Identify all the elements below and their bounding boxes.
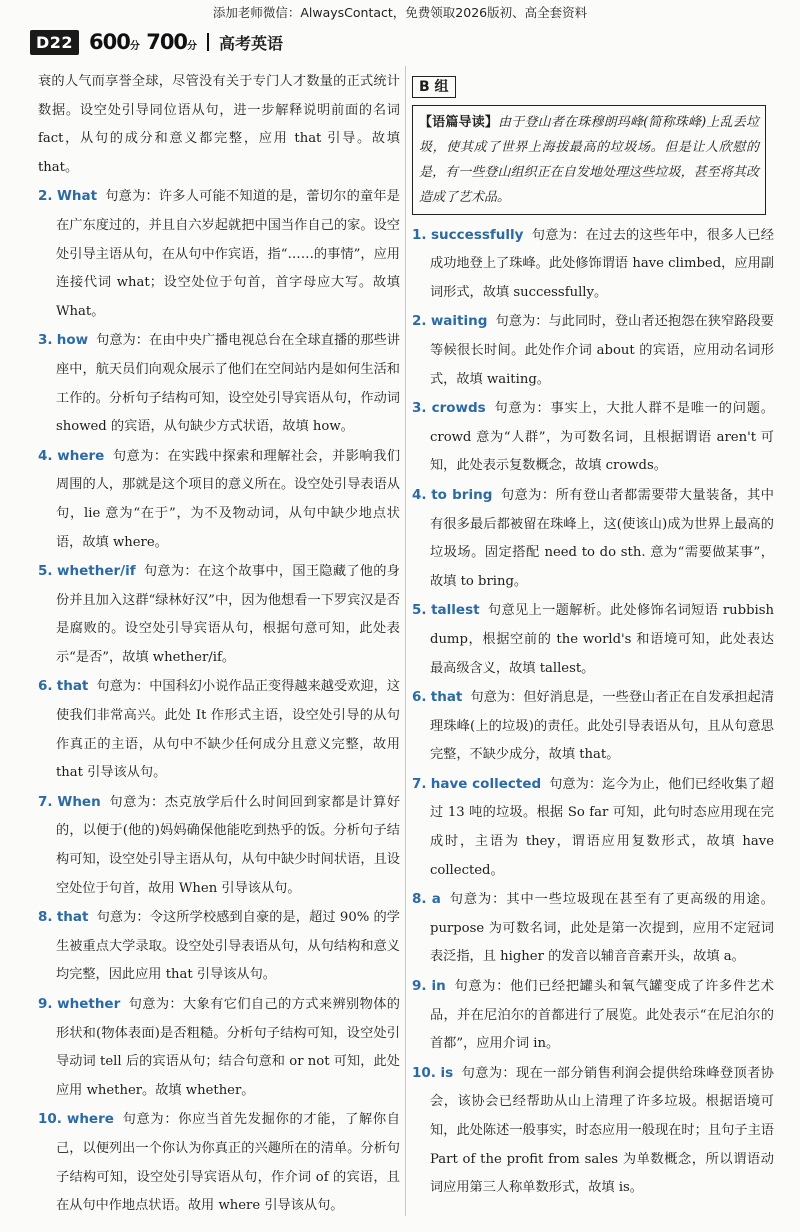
page-header <box>30 22 770 62</box>
answer-number: 2. <box>38 188 53 205</box>
answer-word: successfully <box>431 226 524 243</box>
brand-score-b: 700 <box>146 30 188 54</box>
answer-number: 10. <box>412 1064 436 1081</box>
answer-word: that <box>56 678 89 695</box>
answer-item <box>38 557 400 672</box>
answer-number: 4. <box>412 486 427 503</box>
answer-item <box>412 596 774 683</box>
answer-word: to bring <box>431 486 493 503</box>
answer-explanation: 句意为：许多人可能不知道的是，蕾切尔的童年是在广东度过的，并且自六岁起就把中国当作自己的家。设空处引导主语从句，在从句中作宾语，指“……的事情”，应用连接代词 what；设空处位于句首，首字母应大写。故填 What。 <box>56 189 400 319</box>
answer-item <box>38 788 400 903</box>
answer-word: have collected <box>430 775 542 792</box>
answer-number: 5. <box>412 602 427 619</box>
answer-number: 9. <box>412 978 427 995</box>
answer-number: 3. <box>38 332 53 349</box>
reading-guide-box <box>412 105 766 215</box>
answer-explanation: 句意为：在过去的这些年中，很多人已经成功地登上了珠峰。此处修饰谓语 have climbed，应用副词形式，故填 successfully。 <box>430 227 774 300</box>
answer-word: that <box>56 909 89 926</box>
right-column <box>412 68 774 1203</box>
answer-number: 10. <box>38 1111 62 1128</box>
answer-explanation: 句意为：令这所学校感到自豪的是，超过 90% 的学生被重点大学录取。设空处引导表语从句，从句结构和意义均完整，因此应用 that 引导该从句。 <box>56 910 400 983</box>
answer-explanation: 句意为：所有登山者都需要带大量装备，其中有很多最后都被留在珠峰上，这(使该山)成为世界上最高的垃圾场。固定搭配 need to do sth. 意为“需要做某事”，故填 to bring。 <box>430 487 774 589</box>
brand-score-b-unit: 分 <box>187 41 198 52</box>
reading-guide-text: 由于登山者在珠穆朗玛峰(简称珠峰)上乱丢垃圾，使其成了世界上海拔最高的垃圾场。但是让人欣慰的是，有一些登山组织正在自发地处理这些垃圾，甚至将其改造成了艺术品。 <box>419 114 759 205</box>
answer-number: 5. <box>38 563 53 580</box>
answer-word: What <box>56 188 98 205</box>
answer-explanation: 句意为：在这个故事中，国王隐藏了他的身份并且加入这群“绿林好汉”中，因为他想看一下罗宾汉是否是腐败的。设空处引导宾语从句，根据句意可知，此处表示“是否”，故填 whether/if。 <box>56 564 400 665</box>
answer-item <box>412 885 774 972</box>
header-divider <box>207 33 209 51</box>
answer-number: 1. <box>412 226 427 243</box>
answer-word: in <box>431 978 446 995</box>
answer-number: 7. <box>38 793 53 810</box>
answer-number: 6. <box>38 678 53 695</box>
answer-item <box>38 903 400 990</box>
subject-title: 高考英语 <box>219 33 284 53</box>
answer-explanation: 句意为：杰克放学后什么时间回到家都是计算好的，以便于(他的)妈妈确保他能吃到热乎的饭。分析句子结构可知，设空处引导主语从句，从句中缺少时间状语，且设空处位于句首，故用 When 引导该从句。 <box>56 794 401 896</box>
answer-item <box>412 1059 774 1203</box>
answer-explanation: 句意见上一题解析。此处修饰名词短语 rubbish dump，根据空前的 the world's 和语境可知，此处表达最高级含义，故填 tallest。 <box>430 603 774 676</box>
answer-item <box>38 326 400 441</box>
top-banner-note: 添加老师微信：AlwaysContact，免费领取2026版初、高全套资料 <box>212 5 588 20</box>
right-answer-list <box>412 221 774 1203</box>
page-badge: D22 <box>30 30 79 55</box>
answer-explanation: 句意为：与此同时，登山者还抱怨在狭窄路段要等候很长时间。此处作介词 about 的宾语，应用动名词形式，故填 waiting。 <box>430 314 774 387</box>
answer-word: When <box>57 793 101 810</box>
answer-item <box>412 307 774 394</box>
answer-number: 9. <box>38 996 53 1012</box>
answer-word: waiting <box>430 313 488 330</box>
answer-item <box>38 672 400 787</box>
answer-number: 8. <box>412 891 427 908</box>
left-answer-list <box>38 182 400 1220</box>
answer-number: 7. <box>412 775 427 792</box>
brand-score-a: 600 <box>89 30 130 54</box>
answer-item <box>412 481 774 596</box>
answer-number: 2. <box>412 313 427 330</box>
answer-word: where <box>66 1111 114 1128</box>
answer-item <box>38 182 400 326</box>
answer-explanation: 句意为：事实上，大批人群不是唯一的问题。crowd 意为“人群”，为可数名词，且根据谓语 aren't 可知，此处表示复数概念，故填 crowds。 <box>430 401 774 474</box>
answer-item <box>38 442 400 557</box>
answer-explanation: 句意为：迄今为止，他们已经收集了超过 13 吨的垃圾。根据 So far 可知，此句时态应用现在完成时，主语为 they，谓语应用复数形式，故填 have collected。 <box>430 776 774 878</box>
answer-explanation: 句意为：大象有它们自己的方式来辨别物体的形状和(物体表面)是否粗糙。分析句子结构可知，设空处引导动词 tell 后的宾语从句；结合句意和 or not 可知，此处应用 whether。故填 whether。 <box>56 997 400 1098</box>
answer-item <box>38 1105 400 1220</box>
answer-word: where <box>57 447 105 464</box>
answer-word: is <box>440 1064 454 1081</box>
reading-guide-label: 【语篇导读】 <box>419 114 499 130</box>
answer-item <box>412 972 774 1059</box>
answer-number: 4. <box>38 447 53 464</box>
continued-paragraph: 衰的人气而享誉全球，尽管没有关于专门人才数量的正式统计数据。设空处引导同位语从句，进一步解释说明前面的名词 fact，从句的成分和意义都完整，应用 that 引导。故填 that。 <box>38 74 400 175</box>
answer-explanation: 句意为：在由中央广播电视总台在全球直播的那些讲座中，航天员们向观众展示了他们在空间站内是如何生活和工作的。分析句子结构可知，设空处引导宾语从句，作动词 showed 的宾语，从句缺少方式状语，故填 how。 <box>56 333 400 435</box>
left-column <box>38 68 400 1221</box>
answer-word: whether/if <box>57 563 136 580</box>
group-label: B 组 <box>412 76 456 98</box>
answer-item <box>38 990 400 1105</box>
answer-number: 3. <box>412 400 427 417</box>
answer-explanation: 句意为：你应当首先发掘你的才能，了解你自己，以便列出一个你认为你真正的兴趣所在的清单。分析句子结构可知，设空处引导宾语从句，作介词 of 的宾语，且在从句中作地点状语。故用 where 引导该从句。 <box>56 1112 400 1214</box>
column-divider <box>405 66 406 1216</box>
answer-number: 6. <box>412 689 427 706</box>
answer-word: a <box>431 891 441 908</box>
brand-score-a-unit: 分 <box>129 41 140 52</box>
answer-item <box>412 770 774 885</box>
answer-word: that <box>430 689 463 706</box>
answer-explanation: 句意为：现在一部分销售利润会提供给珠峰登顶者协会，该协会已经帮助从山上清理了许多垃圾。根据语境可知，此处陈述一般事实，时态应用一般现在时；且句子主语 Part of the profit from sales 为单数概念，所以谓语动词应用第三人称单数形式，故填 is。 <box>430 1065 774 1196</box>
answer-explanation: 句意为：他们已经把罐头和氧气罐变成了许多件艺术品，并在尼泊尔的首都进行了展览。此处表示“在尼泊尔的首都”，应用介词 in。 <box>430 979 774 1052</box>
answer-explanation: 句意为：其中一些垃圾现在甚至有了更高级的用途。purpose 为可数名词，此处是第一次提到，应用不定冠词表泛指，且 higher 的发音以辅音音素开头，故填 a。 <box>430 892 774 965</box>
answer-word: how <box>56 332 89 349</box>
answer-word: whether <box>57 996 121 1012</box>
answer-explanation: 句意为：但好消息是，一些登山者正在自发承担起清理珠峰(上的垃圾)的责任。此处引导表语从句，且从句意思完整，不缺少成分，故填 that。 <box>430 690 775 763</box>
brand-logo <box>89 30 197 54</box>
answer-number: 8. <box>38 909 53 926</box>
answer-item <box>412 683 774 770</box>
answer-word: tallest <box>431 602 480 619</box>
answer-item <box>412 394 774 481</box>
answer-word: crowds <box>431 400 486 417</box>
answer-explanation: 句意为：在实践中探索和理解社会，并影响我们周围的人，那就是这个项目的意义所在。设空处引导表语从句，lie 意为“在于”，为不及物动词，从句中缺少地点状语，故填 where。 <box>56 448 401 550</box>
answer-item <box>412 221 774 308</box>
answer-explanation: 句意为：中国科幻小说作品正变得越来越受欢迎，这使我们非常高兴。此处 It 作形式主语，设空处引导的从句作真正的主语，从句中不缺少任何成分且意义完整，故用 that 引导该从句。 <box>56 679 401 781</box>
